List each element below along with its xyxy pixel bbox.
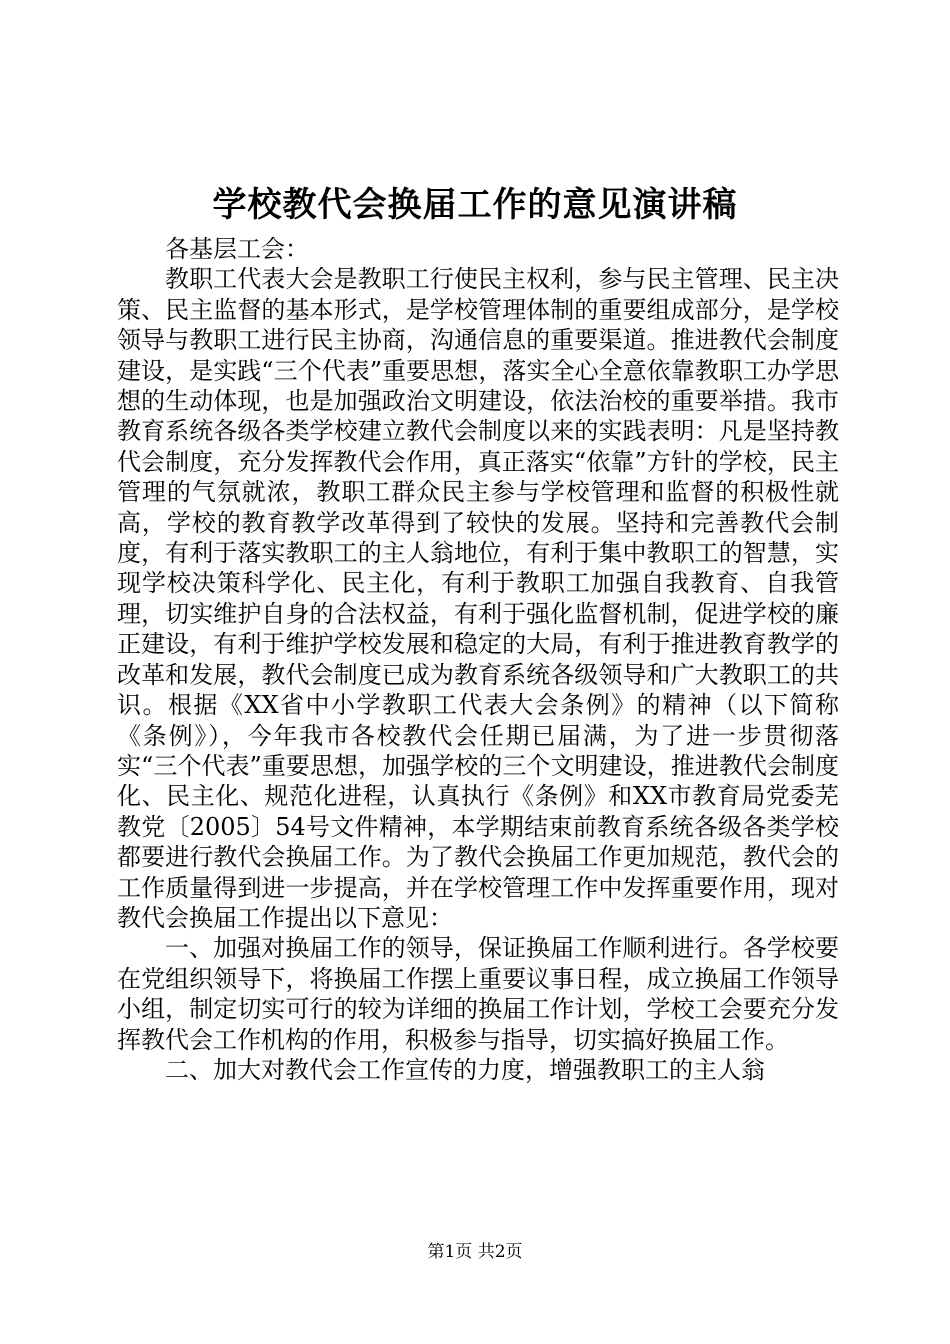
body-paragraph-intro: 教职工代表大会是教职工行使民主权利，参与民主管理、民主决策、民主监督的基本形式，是学校管理体制的重要组成部分，是学校领导与教职工进行民主协商，沟通信息的重要渠道。推进教代会制度建设，是实践“三个代表”重要思想，落实全心全意依靠教职工办学思想的生动体现，也是加强政治文明建设，依法治校的重要举措。我市教育系统各级各类学校建立教代会制度以来的实践表明：凡是坚持教代会制度，充分发挥教代会作用，真正落实“依靠”方针的学校，民主管理的气氛就浓，教职工群众民主参与学校管理和监督的积极性就高，学校的教育教学改革得到了较快的发展。坚持和完善教代会制度，有利于落实教职工的主人翁地位，有利于集中教职工的智慧，实现学校决策科学化、民主化，有利于教职工加强自我教育、自我管理，切实维护自身的合法权益，有利于强化监督机制，促进学校的廉正建设，有利于维护学校发展和稳定的大局，有利于推进教育教学的改革和发展，教代会制度已成为教育系统各级领导和广大教职工的共识。根据《XX省中小学教职工代表大会条例》的精神（以下简称《条例》），今年我市各校教代会任期已届满，为了进一步贯彻落实“三个代表”重要思想，加强学校的三个文明建设，推进教代会制度化、民主化、规范化进程，认真执行《条例》和XX市教育局党委芜教党〔2005〕54号文件精神，本学期结束前教育系统各级各类学校都要进行教代会换届工作。为了教代会换届工作更加规范，教代会的工作质量得到进一步提高，并在学校管理工作中发挥重要作用，现对教代会换届工作提出以下意见： — [117, 265, 839, 932]
body-paragraph-section-1: 一、加强对换届工作的领导，保证换届工作顺利进行。各学校要在党组织领导下，将换届工作摆上重要议事日程，成立换届工作领导小组，制定切实可行的较为详细的换届工作计划，学校工会要充分发挥教代会工作机构的作用，积极参与指导，切实搞好换届工作。 — [117, 934, 839, 1054]
body-paragraph-section-2: 二、加大对教代会工作宣传的力度，增强教职工的主人翁 — [165, 1055, 765, 1084]
document-title: 学校教代会换届工作的意见演讲稿 — [212, 185, 738, 225]
salutation-paragraph: 各基层工会： — [165, 235, 309, 263]
page-footer: 第1页 共2页 — [427, 1242, 523, 1262]
document-body — [117, 234, 839, 1085]
